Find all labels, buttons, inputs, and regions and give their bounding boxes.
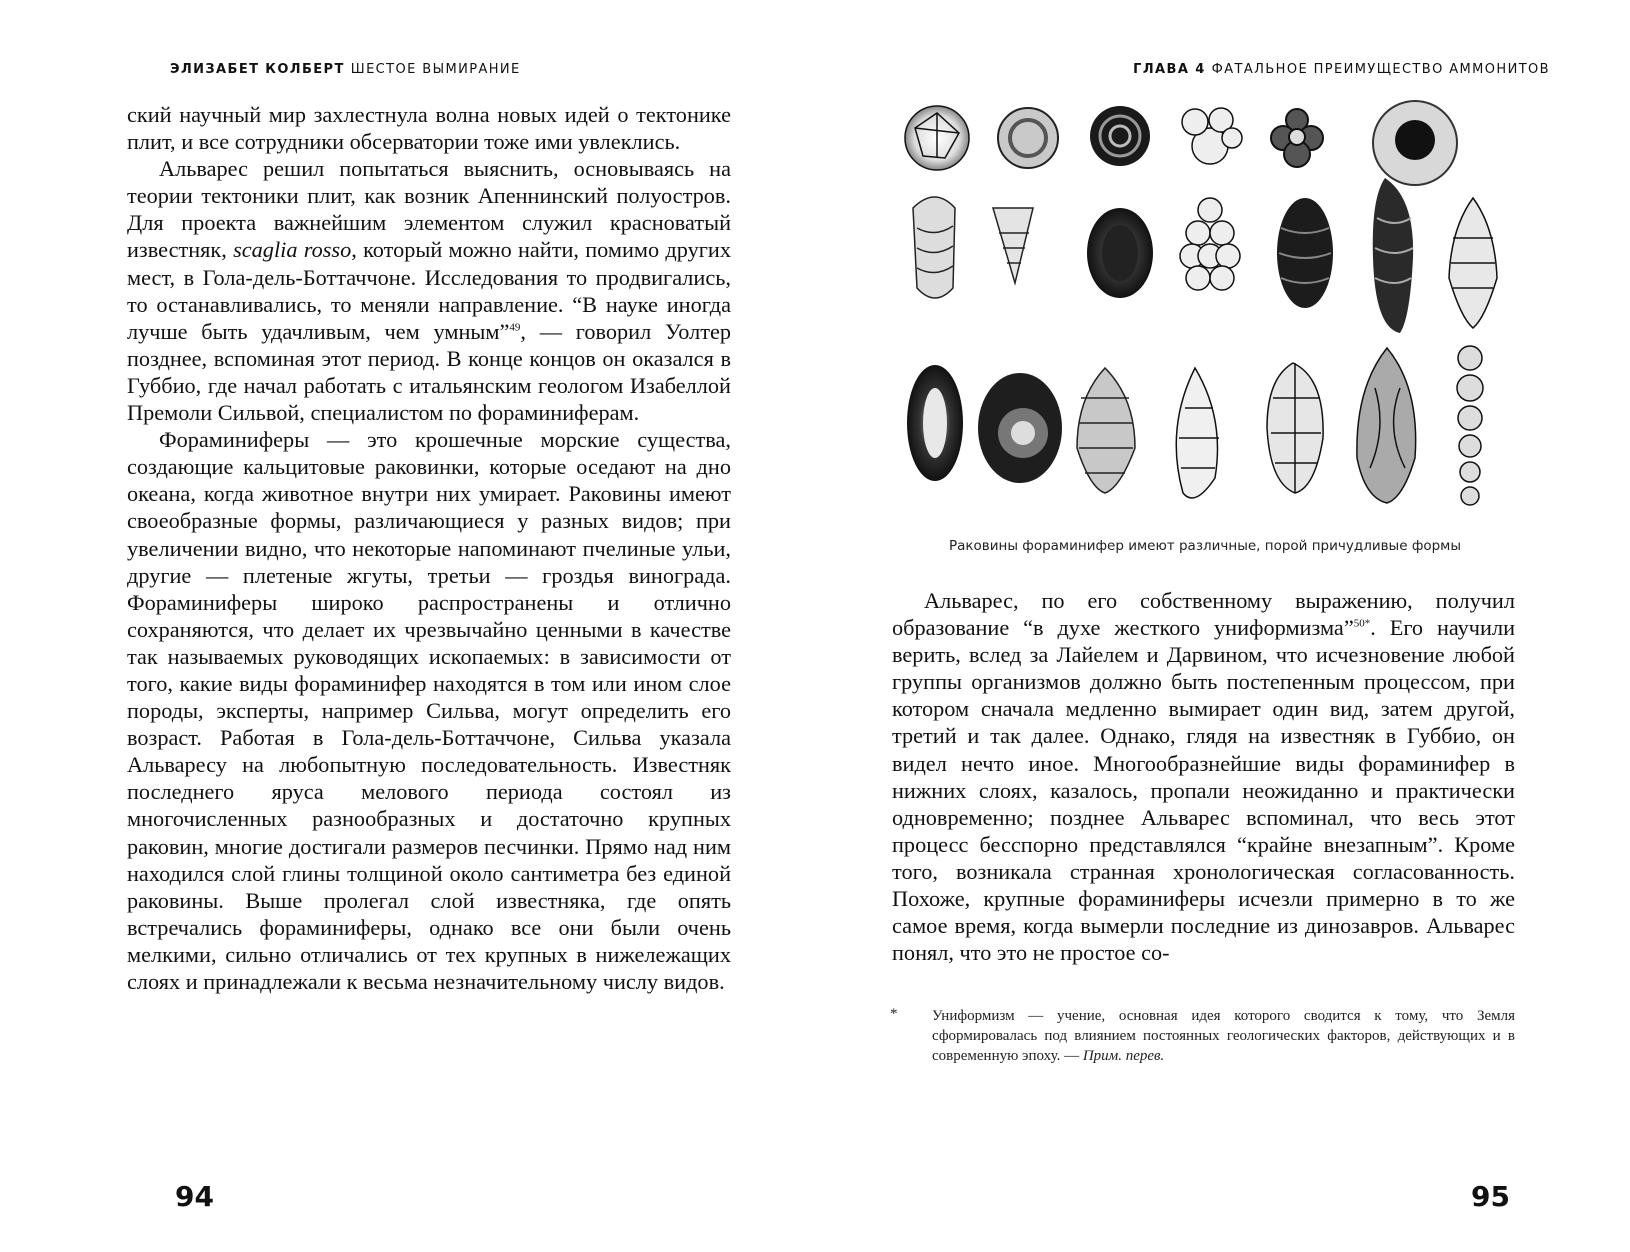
shell-19 [1357,348,1416,503]
footnote-ref: 49 [509,321,521,334]
paragraph-text: Альварес, по его собственному выражению, получил образование “в духе жесткого униформизма” [892,588,1515,641]
paragraph [127,155,731,426]
left-page-body [127,101,731,995]
paragraph: ский научный мир захлестнула волна новых идей о тектонике плит, и все сотрудники обсерватории тоже ими увлеклись. [127,102,731,155]
shell-10 [1180,198,1240,290]
paragraph-text: . Его научили верить, вслед за Лайелем и Дарвином, что исчезновение любой группы организмов должно быть постепенным процессом, при котором сначала медленно вымирает один вид, затем другой, третий и так далее. Однако, глядя на известняк в Губбио, он видел нечто иное. Многообразнейшие виды фораминифер в нижних слоях, казалось, пропали неожиданно и практически одновременно; позднее Альварес вспоминал, что весь этот процесс бесспорно представлялся “крайне внезапным”. Кроме того, возникала странная хронологическая согласованность. Похоже, крупные фораминиферы исчезли примерно в то же самое время, когда вымерли последние из динозавров. Альварес понял, что это не простое со- [892,615,1516,966]
shell-9 [1087,208,1153,298]
running-head-left [170,62,521,77]
page-number: 94 [175,1180,214,1213]
footnote [890,1006,1515,1066]
shell-20 [1457,346,1483,505]
shell-2 [998,108,1058,168]
foraminifera-figure [895,98,1515,518]
paragraph-text: , который можно найти, помимо других мест, в Гола-дель-Боттаччоне. Исследования то продвигались, то останавливались, то меняли направление. “В науке иногда лучше быть удачливым, чем умным” [127,237,732,344]
right-page-body [892,587,1515,966]
book-title: ШЕСТОЕ ВЫМИРАНИЕ [350,62,521,77]
figure-caption: Раковины фораминифер имеют различные, порой причудливые формы [948,538,1462,554]
chapter-title: ФАТАЛЬНОЕ ПРЕИМУЩЕСТВО АММОНИТОВ [1211,62,1550,77]
paragraph-text: , — говорил Уолтер позднее, вспоминая этот период. В конце концов он оказался в Губбио, где начал работать с итальянским геологом Изабеллой Премоли Сильвой, специалистом по фораминиферам. [127,318,731,426]
shell-11 [1277,198,1333,308]
footnote-text: Униформизм — учение, основная идея которого сводится к тому, что Земля сформировалась под влиянием постоянных геологических факторов, действующих и в современную эпоху. — [932,1008,1515,1064]
shell-7 [913,197,955,298]
footnote-ref: 50* [1353,617,1371,630]
italic-term: scaglia rosso [233,237,352,263]
shell-3 [1090,106,1150,166]
right-page [815,0,1630,1252]
shell-15 [978,373,1062,483]
shell-13 [1449,198,1497,328]
shell-1 [905,106,969,170]
paragraph: Фораминиферы — это крошечные морские существа, создающие кальцитовые раковинки, которые оседают на дно океана, когда животное внутри них умирает. Раковины имеют своеобразные формы, различающиеся у разных видов; при увеличении видно, что некоторые напоминают пчелиные ульи, другие — плетеные жгуты, третьи — гроздья винограда. Фораминиферы широко распространены и отлично сохраняются, что делает их чрезвычайно ценными в качестве так называемых руководящих ископаемых: в зависимости от того, какие виды фораминифер находятся в том или ином слое породы, эксперты, например Сильва, могут определить его возраст. Работая в Гола-дель-Боттаччоне, Сильва указала Альваресу на любопытную последовательность. Известняк последнего яруса мелового периода состоял из многочисленных разнообразных и достаточно крупных раковин, многие достигали размеров песчинки. Прямо над ним находился слой глины толщиной около сантиметра без единой раковины. Выше пролегал слой известняка, где опять встречались фораминиферы, однако все они были очень мелкими, сильно отличались от тех крупных в нижележащих слоях и принадлежали к весьма незначительному числу видов. [127,427,731,994]
shell-18 [1267,363,1323,493]
shell-4 [1182,108,1242,164]
footnote-italic: Прим. перев. [1082,1048,1165,1064]
page-number: 95 [1471,1180,1510,1213]
shell-16 [1077,368,1135,493]
foraminifera-illustration [895,98,1515,518]
shell-6 [1373,101,1457,185]
paragraph-text: Альварес решил попытаться выяснить, основываясь на теории тектоники плит, как возник Апеннинский полуостров. Для проекта важнейшим элементом служил красноватый известняк, [127,156,731,263]
chapter-number: ГЛАВА 4 [1133,62,1206,77]
paragraph [892,587,1515,966]
shell-8 [993,208,1033,283]
footnote-mark: * [890,1006,898,1022]
footnote-body [932,1006,1515,1066]
shell-5 [1271,109,1323,167]
author-name: ЭЛИЗАБЕТ КОЛБЕРТ [170,62,345,77]
shell-14 [907,365,963,481]
shell-17 [1176,368,1219,498]
running-head-right [1133,62,1550,77]
shell-12 [1373,178,1413,333]
